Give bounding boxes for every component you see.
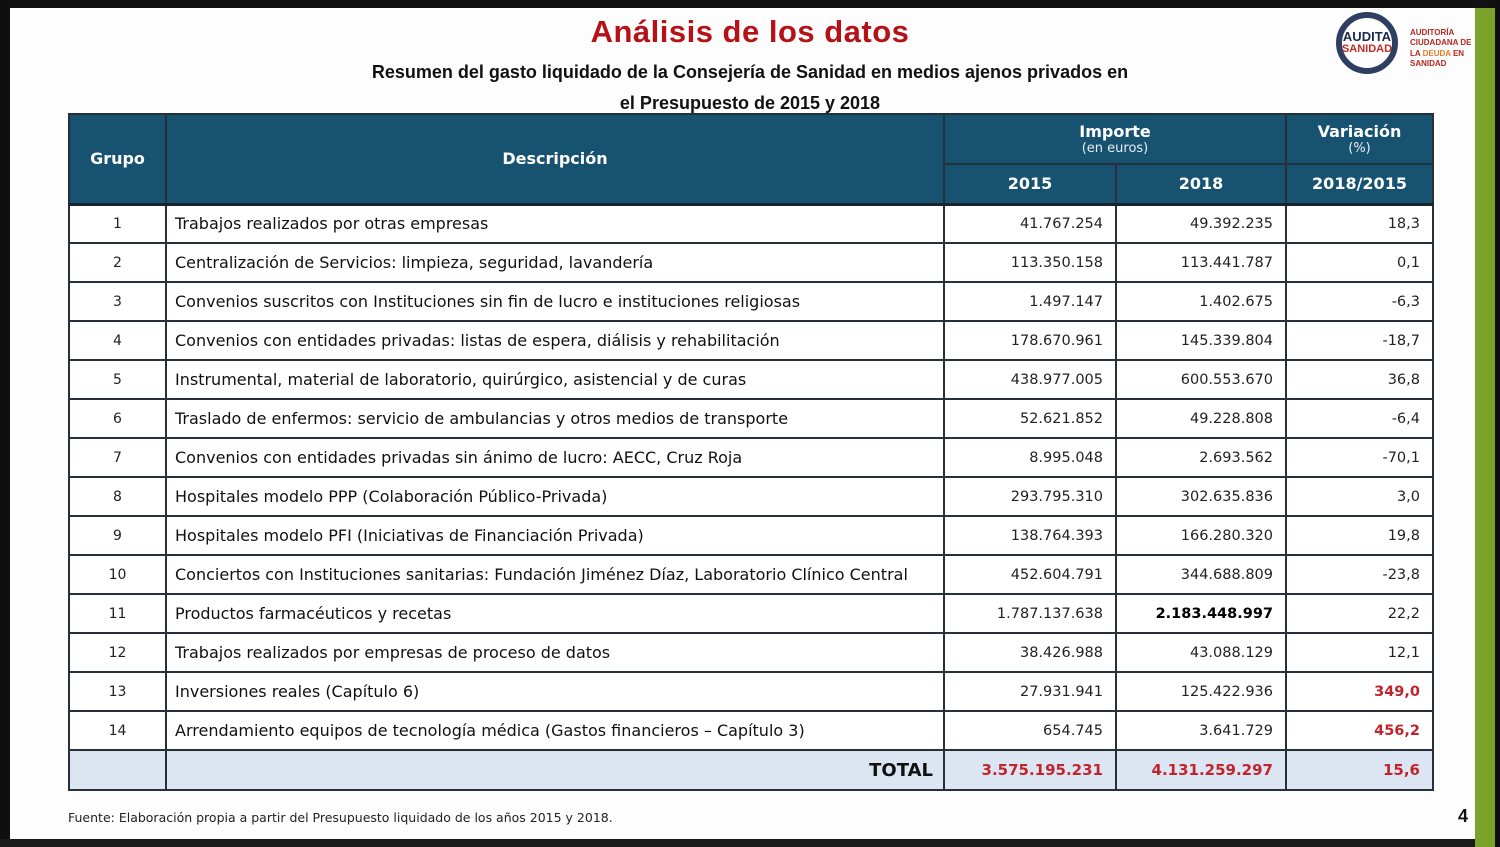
logo-text-sanidad: SANIDAD [1341,43,1393,56]
cell-2015-value: 41.767.254 [944,204,1116,243]
column-header-2015: 2015 [944,164,1116,204]
cell-grupo: 11 [69,594,166,633]
side-green-strip [1475,8,1495,847]
table-row [69,516,1433,555]
column-header-2018: 2018 [1116,164,1286,204]
cell-grupo: 10 [69,555,166,594]
table-row [69,711,1433,750]
cell-variacion-value: 456,2 [1286,711,1433,750]
cell-grupo: 3 [69,282,166,321]
cell-2018-value: 145.339.804 [1116,321,1286,360]
cell-grupo: 9 [69,516,166,555]
cell-2018-value: 49.228.808 [1116,399,1286,438]
table-row [69,594,1433,633]
table-body [69,204,1433,750]
cell-descripcion: Hospitales modelo PFI (Iniciativas de Financiación Privada) [166,516,944,555]
logo-side-line2b: DEUDA [1422,48,1451,58]
cell-2018-value: 113.441.787 [1116,243,1286,282]
total-row [69,750,1433,790]
cell-2018-value: 2.183.448.997 [1116,594,1286,633]
cell-variacion-value: 349,0 [1286,672,1433,711]
cell-grupo: 4 [69,321,166,360]
cell-2015-value: 38.426.988 [944,633,1116,672]
cell-descripcion: Productos farmacéuticos y recetas [166,594,944,633]
cell-descripcion: Trabajos realizados por empresas de proceso de datos [166,633,944,672]
table-row [69,204,1433,243]
cell-descripcion: Arrendamiento equipos de tecnología médica (Gastos financieros – Capítulo 3) [166,711,944,750]
column-header-variacion [1286,114,1433,164]
total-variacion-value: 15,6 [1286,750,1433,790]
table-row [69,672,1433,711]
cell-variacion-value: 22,2 [1286,594,1433,633]
cell-variacion-value: 3,0 [1286,477,1433,516]
cell-2015-value: 27.931.941 [944,672,1116,711]
table-header [69,114,1433,204]
cell-descripcion: Hospitales modelo PPP (Colaboración Público-Privada) [166,477,944,516]
audita-sanidad-logo [1336,10,1486,88]
cell-2018-value: 125.422.936 [1116,672,1286,711]
cell-2018-value: 1.402.675 [1116,282,1286,321]
variacion-label: Variación [1317,122,1402,141]
cell-2018-value: 2.693.562 [1116,438,1286,477]
total-label: TOTAL [166,750,944,790]
cell-grupo: 5 [69,360,166,399]
cell-grupo: 13 [69,672,166,711]
cell-2018-value: 600.553.670 [1116,360,1286,399]
cell-2015-value: 1.787.137.638 [944,594,1116,633]
frame-bottom-strip [0,839,1500,847]
cell-2018-value: 166.280.320 [1116,516,1286,555]
cell-descripcion: Trabajos realizados por otras empresas [166,204,944,243]
cell-grupo: 6 [69,399,166,438]
page-title: Análisis de los datos [590,14,910,49]
logo-side-text [1410,28,1486,70]
cell-descripcion: Instrumental, material de laboratorio, quirúrgico, asistencial y de curas [166,360,944,399]
table-row [69,477,1433,516]
cell-2018-value: 344.688.809 [1116,555,1286,594]
slide-subtitle-line2: el Presupuesto de 2015 y 2018 [619,93,881,113]
cell-descripcion: Convenios con entidades privadas sin ánimo de lucro: AECC, Cruz Roja [166,438,944,477]
frame-left-strip [0,0,10,847]
cell-2018-value: 302.635.836 [1116,477,1286,516]
cell-2015-value: 438.977.005 [944,360,1116,399]
cell-grupo: 14 [69,711,166,750]
cell-descripcion: Inversiones reales (Capítulo 6) [166,672,944,711]
logo-circle-icon [1336,12,1398,74]
cell-2018-value: 3.641.729 [1116,711,1286,750]
cell-grupo: 1 [69,204,166,243]
column-header-ratio: 2018/2015 [1286,164,1433,204]
cell-variacion-value: 36,8 [1286,360,1433,399]
cell-descripcion: Convenios suscritos con Instituciones sin fin de lucro e instituciones religiosas [166,282,944,321]
logo-side-line2a: LA [1410,48,1423,58]
slide-subtitle-line1: Resumen del gasto liquidado de la Consejería de Sanidad en medios ajenos privados en [371,62,1129,82]
cell-descripcion: Traslado de enfermos: servicio de ambulancias y otros medios de transporte [166,399,944,438]
column-header-descripcion: Descripción [166,114,944,204]
cell-2015-value: 452.604.791 [944,555,1116,594]
logo-text-audita: AUDITA [1342,29,1392,45]
table-row [69,399,1433,438]
total-empty-cell [69,750,166,790]
cell-variacion-value: 0,1 [1286,243,1433,282]
table-row [69,633,1433,672]
budget-table [68,113,1434,791]
variacion-unit-label: (%) [1348,141,1371,156]
table-row [69,282,1433,321]
logo-side-line1: AUDITORÍA CIUDADANA DE [1410,28,1472,48]
logo-side-line2c: EN SANIDAD [1410,48,1465,69]
table-row [69,555,1433,594]
cell-2015-value: 1.497.147 [944,282,1116,321]
cell-2015-value: 178.670.961 [944,321,1116,360]
cell-grupo: 8 [69,477,166,516]
cell-2015-value: 654.745 [944,711,1116,750]
table-row [69,438,1433,477]
cell-variacion-value: -70,1 [1286,438,1433,477]
cell-2015-value: 293.795.310 [944,477,1116,516]
cell-variacion-value: 18,3 [1286,204,1433,243]
cell-descripcion: Convenios con entidades privadas: listas de espera, diálisis y rehabilitación [166,321,944,360]
cell-2015-value: 113.350.158 [944,243,1116,282]
cell-variacion-value: 12,1 [1286,633,1433,672]
cell-variacion-value: -23,8 [1286,555,1433,594]
table-row [69,360,1433,399]
page-number: 4 [1458,806,1469,826]
source-note: Fuente: Elaboración propia a partir del Presupuesto liquidado de los años 2015 y 2018. [68,810,613,825]
importe-unit-label: (en euros) [1081,141,1149,156]
cell-2015-value: 8.995.048 [944,438,1116,477]
frame-right-strip [1495,0,1500,847]
cell-2015-value: 138.764.393 [944,516,1116,555]
importe-label: Importe [1079,122,1151,141]
cell-grupo: 12 [69,633,166,672]
cell-grupo: 7 [69,438,166,477]
column-header-importe [944,114,1286,164]
cell-variacion-value: -6,4 [1286,399,1433,438]
total-2018-value: 4.131.259.297 [1116,750,1286,790]
cell-variacion-value: 19,8 [1286,516,1433,555]
cell-variacion-value: -18,7 [1286,321,1433,360]
cell-2018-value: 43.088.129 [1116,633,1286,672]
cell-variacion-value: -6,3 [1286,282,1433,321]
table-row [69,243,1433,282]
table-row [69,321,1433,360]
cell-2018-value: 49.392.235 [1116,204,1286,243]
cell-grupo: 2 [69,243,166,282]
cell-descripcion: Conciertos con Instituciones sanitarias: Fundación Jiménez Díaz, Laboratorio Clínico Central [166,555,944,594]
cell-descripcion: Centralización de Servicios: limpieza, seguridad, lavandería [166,243,944,282]
cell-2015-value: 52.621.852 [944,399,1116,438]
total-2015-value: 3.575.195.231 [944,750,1116,790]
column-header-grupo: Grupo [69,114,166,204]
frame-top-strip [0,0,1500,8]
